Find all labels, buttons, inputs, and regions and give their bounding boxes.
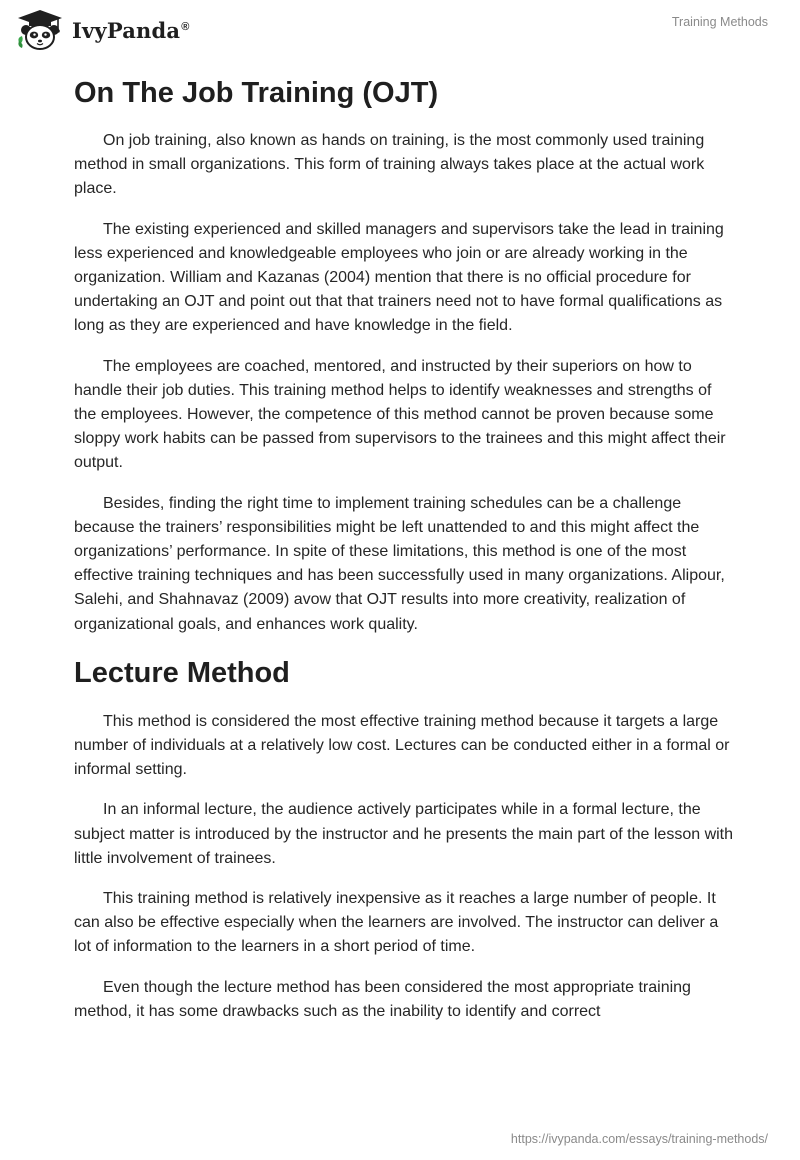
source-url[interactable]: https://ivypanda.com/essays/training-methods/ bbox=[510, 1132, 768, 1146]
essay-content bbox=[74, 70, 734, 1040]
logo-wordmark bbox=[72, 18, 190, 43]
ivypanda-logo[interactable] bbox=[14, 8, 190, 52]
registered-mark: ® bbox=[181, 20, 190, 33]
paragraph: The employees are coached, mentored, and instructed by their superiors on how to handle their job duties. This training method helps to identify weaknesses and strengths of the employees. However, the competence of this method cannot be proven because some sloppy work habits can be passed from supervisors to the trainees and this might affect their output. bbox=[74, 357, 726, 472]
paragraph: Even though the lecture method has been considered the most appropriate training method, it has some drawbacks such as the inability to identify and correct bbox=[74, 978, 691, 1020]
paragraph: This method is considered the most effective training method because it targets a large number of individuals at a relatively low cost. Lectures can be conducted either in a formal or informal setting. bbox=[74, 712, 730, 779]
paragraph: The existing experienced and skilled managers and supervisors take the lead in training less experienced and knowledgeable employees who join or are already working in the organization. William and Kazanas (2004) mention that there is no official procedure for undertaking an OJT and point out that that trainers need not to have formal qualifications as long as they are experienced and have knowledge in the field. bbox=[74, 220, 724, 335]
panda-graduate-icon bbox=[14, 8, 66, 52]
paragraph: Besides, finding the right time to implement training schedules can be a challenge because the trainers’ responsibilities might be left unattended to and this might affect the organizations’ performance. In spite of these limitations, this method is one of the most effective training techniques and has been successfully used in many organizations. Alipour, Salehi, and Shahnavaz (2009) avow that OJT results into more creativity, realization of organizational goals, and enhances work quality. bbox=[74, 494, 725, 633]
paragraph: On job training, also known as hands on training, is the most commonly used training method in small organizations. This form of training always takes place at the actual work place. bbox=[74, 132, 705, 198]
paragraph: In an informal lecture, the audience actively participates while in a formal lecture, the subject matter is introduced by the instructor and he presents the main part of the lesson with little involvement of trainees. bbox=[74, 801, 734, 867]
section-heading-lecture: Lecture Method bbox=[74, 656, 290, 689]
paragraph: This training method is relatively inexpensive as it reaches a large number of people. It can also be effective especially when the learners are involved. The instructor can deliver a lot of information to the learners in a short period of time. bbox=[74, 890, 719, 956]
logo-name: IvyPanda bbox=[72, 17, 181, 43]
page-header bbox=[0, 0, 800, 60]
document-title: Training Methods bbox=[671, 15, 768, 29]
section-heading-ojt: On The Job Training (OJT) bbox=[74, 77, 439, 109]
